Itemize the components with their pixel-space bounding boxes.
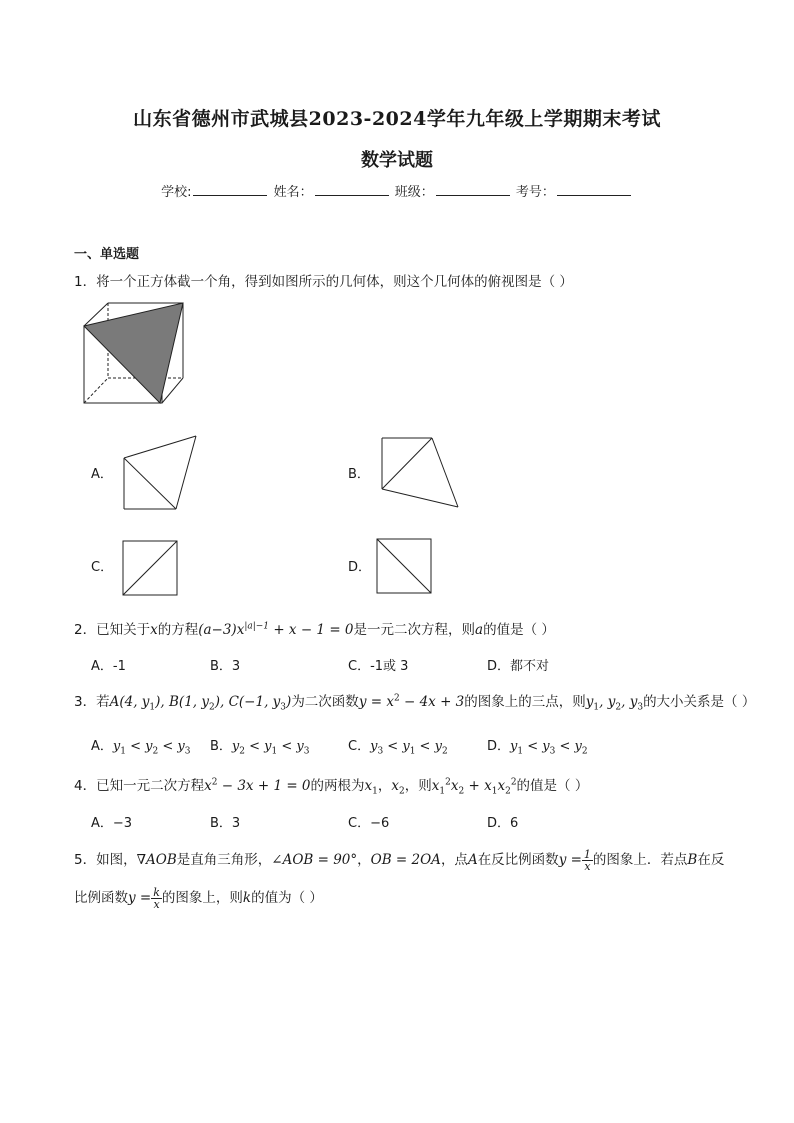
q5-text: 在反比例函数 <box>477 852 559 868</box>
option-value: y <box>510 739 518 754</box>
q1-option-a-label[interactable]: A． <box>91 467 113 482</box>
option-sub: 1 <box>409 746 416 757</box>
q3-point-a: A(4, y <box>109 694 150 710</box>
q1-option-b-label[interactable]: B． <box>348 467 370 482</box>
option-sub: 1 <box>271 746 278 757</box>
option-label: C． <box>348 739 371 754</box>
q4-text: 的值是（ ） <box>516 778 589 794</box>
question-number: 2． <box>74 622 97 638</box>
q4-sub: 2 <box>458 786 465 797</box>
question-number: 4． <box>74 778 97 794</box>
option-value: < y <box>126 739 153 754</box>
q3-var: y <box>585 694 594 710</box>
option-value: 都不对 <box>510 659 550 674</box>
name-blank[interactable] <box>315 183 389 196</box>
q4-sub: 2 <box>399 786 405 797</box>
option-sub: 1 <box>120 746 126 757</box>
q5-point-b: B <box>687 852 698 868</box>
student-info-line <box>0 181 794 200</box>
option-label: A． <box>91 739 113 754</box>
q2-text: 是一元二次方程，则 <box>353 622 476 638</box>
option-sub: 3 <box>549 746 556 757</box>
q1-option-d-figure[interactable] <box>374 536 434 596</box>
q4-var: x <box>204 778 212 794</box>
option-label: A． <box>91 659 113 674</box>
option-value: -1或 3 <box>370 659 409 674</box>
option-value: < y <box>158 739 185 754</box>
q1-option-b-figure[interactable] <box>378 434 468 514</box>
school-label: 学校: <box>161 185 192 200</box>
class-label: 班级： <box>394 185 434 200</box>
option-value: -1 <box>112 659 126 674</box>
q4-var: + x <box>464 778 492 794</box>
q5-text: 在反 <box>697 852 725 868</box>
q3-point-b: ), B(1, y <box>155 694 209 710</box>
q5-function: y = <box>558 852 582 868</box>
q3-sup: 2 <box>393 693 400 704</box>
q5-fraction-k-over-x <box>151 887 162 910</box>
q5-text: 如图， <box>96 852 137 868</box>
q2-option-a[interactable] <box>91 655 126 674</box>
question-1 <box>74 270 573 290</box>
q3-var: , y <box>599 694 616 710</box>
q2-text: 的方程 <box>157 622 199 638</box>
q4-sup: 2 <box>510 777 517 788</box>
option-label: D． <box>487 659 511 674</box>
option-value: < y <box>277 739 304 754</box>
q4-var: x <box>364 778 373 794</box>
q2-var-x: x <box>150 622 158 638</box>
q2-exponent: |a|−1 <box>244 621 270 632</box>
q5-text: 的图象上，则 <box>161 890 243 906</box>
fraction-denominator: x <box>153 897 160 911</box>
option-label: C． <box>348 816 371 831</box>
option-value: 3 <box>231 816 241 831</box>
q3-sub: 3 <box>637 702 644 713</box>
exam-number-blank[interactable] <box>557 183 631 196</box>
option-value: y <box>370 739 378 754</box>
q2-text: 的值是（ ） <box>483 622 555 638</box>
question-text: 将一个正方体截一个角，得到如图所示的几何体，则这个几何体的俯视图是（ ） <box>96 274 573 290</box>
class-blank[interactable] <box>436 183 510 196</box>
q3-sub: 3 <box>280 702 287 713</box>
fraction-numerator: 1 <box>583 847 591 861</box>
q4-sub: 2 <box>505 786 511 797</box>
q4-var: x <box>391 778 400 794</box>
q4-text: 已知一元二次方程 <box>96 778 205 794</box>
q4-option-a[interactable] <box>91 812 132 831</box>
option-value: < y <box>555 739 582 754</box>
option-sub: 1 <box>517 746 524 757</box>
option-value: y <box>112 739 121 754</box>
question-5-line-2 <box>74 886 323 910</box>
q1-option-a-figure[interactable] <box>120 432 200 512</box>
option-label: B． <box>210 659 232 674</box>
option-label: D． <box>487 739 511 754</box>
q3-option-b[interactable] <box>210 735 310 757</box>
page-subtitle: 数学试题 <box>361 150 433 171</box>
q3-sub: 1 <box>593 702 600 713</box>
q5-text: 是直角三角形， <box>176 852 272 868</box>
option-label: C． <box>348 659 371 674</box>
q3-text: 若 <box>96 694 110 710</box>
q2-option-b[interactable] <box>210 655 240 674</box>
option-sub: 2 <box>152 746 159 757</box>
q3-sub: 2 <box>209 702 215 713</box>
option-value: −3 <box>112 816 133 831</box>
q4-var: x <box>450 778 459 794</box>
q5-function: y = <box>128 890 152 906</box>
option-value: < y <box>415 739 442 754</box>
q3-paren: ) <box>286 694 292 710</box>
question-number: 5． <box>74 852 97 868</box>
fraction-denominator: x <box>584 859 591 873</box>
q2-option-d[interactable] <box>487 655 549 674</box>
q5-text: 的图象上．若点 <box>592 852 688 868</box>
option-label: B． <box>210 816 232 831</box>
q3-function: y = x <box>358 694 394 710</box>
q4-sub: 1 <box>491 786 498 797</box>
q4-text: ， <box>377 778 392 794</box>
page-title: 山东省德州市武城县2023-2024学年九年级上学期期末考试 <box>133 108 661 130</box>
question-4 <box>74 774 588 797</box>
q3-option-a[interactable] <box>91 735 191 757</box>
q3-text: 的大小关系是（ ） <box>643 694 756 710</box>
q2-equation: (a−3)x <box>198 622 245 638</box>
option-label: B． <box>210 739 232 754</box>
q4-sub: 1 <box>372 786 378 797</box>
q5-point-a: A <box>467 852 478 868</box>
fraction-numerator: k <box>153 885 160 899</box>
q3-point-c: ), C(−1, y <box>214 694 281 710</box>
q1-option-d-label[interactable]: D． <box>348 560 372 575</box>
option-sub: 3 <box>303 746 310 757</box>
option-value: y <box>231 739 240 754</box>
q2-text: 已知关于 <box>96 622 151 638</box>
q3-function-rest: − 4x + 3 <box>399 694 465 710</box>
q2-equation-rest: + x − 1 = 0 <box>269 622 354 638</box>
q5-angle: ∠AOB = 90° <box>271 852 358 868</box>
option-label: A． <box>91 816 113 831</box>
q4-option-d[interactable] <box>487 812 518 831</box>
q3-sub: 2 <box>615 702 622 713</box>
option-value: 6 <box>510 816 519 831</box>
option-value: −6 <box>370 816 390 831</box>
q4-sup: 2 <box>445 777 451 788</box>
q4-equation-rest: − 3x + 1 = 0 <box>217 778 311 794</box>
q4-option-b[interactable] <box>210 812 240 831</box>
q3-var: , y <box>621 694 638 710</box>
q2-option-c[interactable] <box>348 655 408 674</box>
q5-relation: OB = 2OA <box>370 852 441 868</box>
section-heading: 一、单选题 <box>74 247 140 262</box>
school-blank[interactable] <box>193 183 267 196</box>
question-number: 3． <box>74 694 97 710</box>
q4-text: ，则 <box>404 778 432 794</box>
q5-text: 比例函数 <box>74 890 128 906</box>
truncated-cube-figure <box>80 298 190 408</box>
q4-var: x <box>497 778 506 794</box>
question-5-line-1 <box>74 848 724 872</box>
option-label: D． <box>487 816 511 831</box>
q5-var-k: k <box>242 890 252 906</box>
q3-option-c[interactable] <box>348 735 448 757</box>
question-2 <box>74 618 555 638</box>
option-sub: 2 <box>239 746 246 757</box>
q4-var: x <box>431 778 440 794</box>
option-value: < y <box>245 739 272 754</box>
name-label: 姓名： <box>273 185 313 200</box>
q2-var-a: a <box>475 622 484 638</box>
q4-text: 的两根为 <box>310 778 365 794</box>
option-sub: 3 <box>184 746 191 757</box>
q1-option-c-figure[interactable] <box>120 538 180 598</box>
q5-triangle: ∇AOB <box>136 852 177 868</box>
q5-text: 的值为（ ） <box>251 890 323 906</box>
q4-sub: 1 <box>439 786 446 797</box>
q4-sup: 2 <box>211 777 218 788</box>
q5-text: ，点 <box>440 852 468 868</box>
option-value: < y <box>383 739 410 754</box>
q4-option-c[interactable] <box>348 812 389 831</box>
q3-option-d[interactable] <box>487 735 588 757</box>
option-sub: 2 <box>581 746 588 757</box>
q5-fraction-1-over-x <box>582 849 593 872</box>
question-number: 1． <box>74 274 97 290</box>
option-sub: 3 <box>377 746 384 757</box>
option-value: < y <box>523 739 550 754</box>
q5-text: ， <box>357 852 371 868</box>
option-value: 3 <box>231 659 241 674</box>
question-3 <box>74 690 755 713</box>
exam-number-label: 考号： <box>515 185 555 200</box>
option-sub: 2 <box>441 746 448 757</box>
q3-text: 为二次函数 <box>291 694 359 710</box>
q3-text: 的图象上的三点，则 <box>464 694 586 710</box>
q3-sub: 1 <box>149 702 156 713</box>
q1-option-c-label[interactable]: C． <box>91 560 114 575</box>
